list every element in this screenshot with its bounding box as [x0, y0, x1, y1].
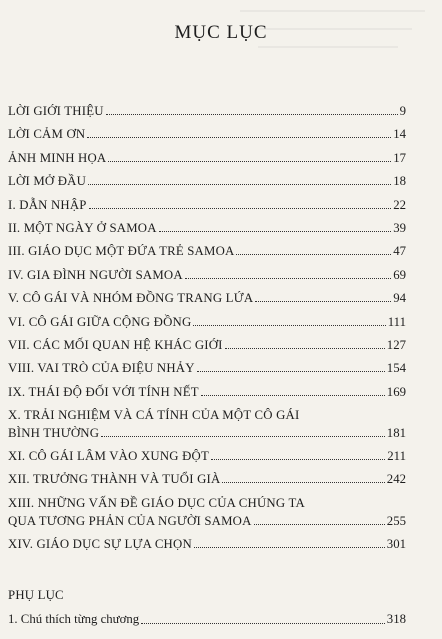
dot-leader: [255, 300, 391, 302]
toc-entry-page: 301: [386, 536, 406, 551]
toc-entry: [8, 338, 406, 361]
toc-entry-line: [8, 537, 406, 551]
toc-entry-line: [8, 514, 406, 528]
toc-entry-line: [8, 315, 406, 329]
dot-leader: [236, 253, 391, 255]
appendix-entry-label: 1. Chú thích từng chương: [8, 612, 140, 626]
appendix-heading: PHỤ LỤC: [8, 588, 64, 602]
dot-leader: [222, 481, 384, 483]
toc-entry: [8, 385, 406, 408]
toc-entry-line: [8, 338, 406, 352]
toc-entry-page: 17: [393, 150, 406, 165]
toc-entry-line: [8, 385, 406, 399]
dot-leader: [197, 370, 385, 372]
toc-entry-page: 127: [386, 337, 406, 352]
toc-entry-page: 69: [393, 267, 406, 282]
table-of-contents: [8, 104, 406, 560]
toc-entry: [8, 408, 406, 449]
toc-entry-page: 154: [386, 361, 406, 376]
dot-leader: [211, 458, 385, 460]
toc-entry-line: [8, 426, 406, 440]
dot-leader: [201, 394, 385, 396]
toc-entry-page: 94: [393, 291, 406, 306]
toc-entry-page: 14: [393, 127, 406, 142]
toc-entry-page: 39: [393, 220, 406, 235]
toc-entry-label: XII. TRƯỞNG THÀNH VÀ TUỔI GIÀ: [8, 472, 221, 487]
dot-leader: [194, 546, 385, 548]
toc-entry: [8, 537, 406, 560]
appendix-entry-page: 318: [386, 612, 406, 626]
dot-leader: [87, 136, 391, 138]
toc-entry-label: LỜI CẢM ƠN: [8, 127, 86, 142]
toc-entry-page: 18: [393, 174, 406, 189]
dot-leader: [159, 230, 392, 232]
toc-entry-line: [8, 174, 406, 188]
toc-entry-page: 111: [387, 314, 406, 329]
toc-entry-label: VIII. VAI TRÒ CỦA ĐIỆU NHẢY: [8, 361, 195, 376]
appendix-entry: [8, 612, 406, 627]
toc-entry-line: [8, 244, 406, 258]
toc-entry-label: VI. CÔ GÁI GIỮA CỘNG ĐỒNG: [8, 314, 192, 329]
dot-leader: [254, 523, 385, 525]
dot-leader: [101, 435, 385, 437]
toc-entry-label: XIV. GIÁO DỤC SỰ LỰA CHỌN: [8, 536, 192, 551]
toc-entry-page: 211: [387, 449, 406, 464]
toc-entry-line: [8, 291, 406, 305]
toc-entry-label: XI. CÔ GÁI LÂM VÀO XUNG ĐỘT: [8, 449, 210, 464]
toc-entry-page: 22: [393, 197, 406, 212]
toc-entry-label: V. CÔ GÁI VÀ NHÓM ĐỒNG TRANG LỨA: [8, 291, 254, 306]
bleed-through-shadow: [240, 4, 440, 84]
toc-entry: [8, 198, 406, 221]
toc-entry-page: 181: [386, 426, 406, 441]
toc-entry-label: VII. CÁC MỐI QUAN HỆ KHÁC GIỚI: [8, 337, 223, 352]
toc-entry-label: LỜI GIỚI THIỆU: [8, 104, 104, 118]
toc-entry-line: [8, 221, 406, 235]
toc-entry-label: IX. THÁI ĐỘ ĐỐI VỚI TÍNH NẾT: [8, 384, 199, 399]
toc-entry-line: [8, 472, 406, 486]
dot-leader: [106, 113, 398, 115]
toc-entry-label: X. TRẢI NGHIỆM VÀ CÁ TÍNH CỦA MỘT CÔ GÁI: [8, 408, 300, 423]
toc-entry-label: LỜI MỞ ĐẦU: [8, 174, 87, 189]
toc-entry-line: [8, 496, 406, 510]
toc-entry-label: I. DẪN NHẬP: [8, 197, 87, 212]
toc-entry-line: [8, 104, 406, 118]
toc-entry-label: ẢNH MINH HỌA: [8, 150, 107, 165]
dot-leader: [225, 347, 385, 349]
toc-entry-label-continued: BÌNH THƯỜNG: [8, 426, 100, 441]
toc-entry-line: [8, 198, 406, 212]
toc-entry: [8, 315, 406, 338]
toc-entry: [8, 221, 406, 244]
toc-entry: [8, 127, 406, 150]
dot-leader: [89, 207, 392, 209]
toc-entry-page: 255: [386, 513, 406, 528]
toc-entry: [8, 244, 406, 267]
toc-entry-line: [8, 449, 406, 463]
toc-entry-label: IV. GIA ĐÌNH NGƯỜI SAMOA: [8, 267, 183, 282]
dot-leader: [193, 324, 385, 326]
toc-entry-page: 242: [386, 472, 406, 487]
dot-leader: [141, 622, 385, 624]
page-title: MỤC LỤC: [174, 22, 268, 43]
toc-entry: [8, 496, 406, 537]
toc-entry: [8, 174, 406, 197]
toc-entry-line: [8, 127, 406, 141]
toc-entry-line: [8, 361, 406, 375]
toc-entry-label-continued: QUA TƯƠNG PHẢN CỦA NGƯỜI SAMOA: [8, 513, 252, 528]
toc-entry-label: III. GIÁO DỤC MỘT ĐỨA TRẺ SAMOA: [8, 244, 235, 259]
toc-entry: [8, 291, 406, 314]
toc-entry-page: 47: [393, 244, 406, 259]
dot-leader: [185, 277, 391, 279]
toc-entry: [8, 361, 406, 384]
toc-entry-line: [8, 268, 406, 282]
toc-entry-label: XIII. NHỮNG VẤN ĐỀ GIÁO DỤC CỦA CHÚNG TA: [8, 495, 305, 510]
dot-leader: [108, 160, 391, 162]
toc-entry: [8, 268, 406, 291]
toc-entry: [8, 449, 406, 472]
toc-entry-label: II. MỘT NGÀY Ở SAMOA: [8, 220, 157, 235]
toc-entry-page: 9: [399, 104, 406, 118]
toc-entry: [8, 472, 406, 495]
toc-entry-line: [8, 151, 406, 165]
toc-entry: [8, 151, 406, 174]
toc-entry-page: 169: [386, 384, 406, 399]
toc-entry: [8, 104, 406, 127]
toc-entry-line: [8, 408, 406, 422]
dot-leader: [88, 183, 391, 185]
